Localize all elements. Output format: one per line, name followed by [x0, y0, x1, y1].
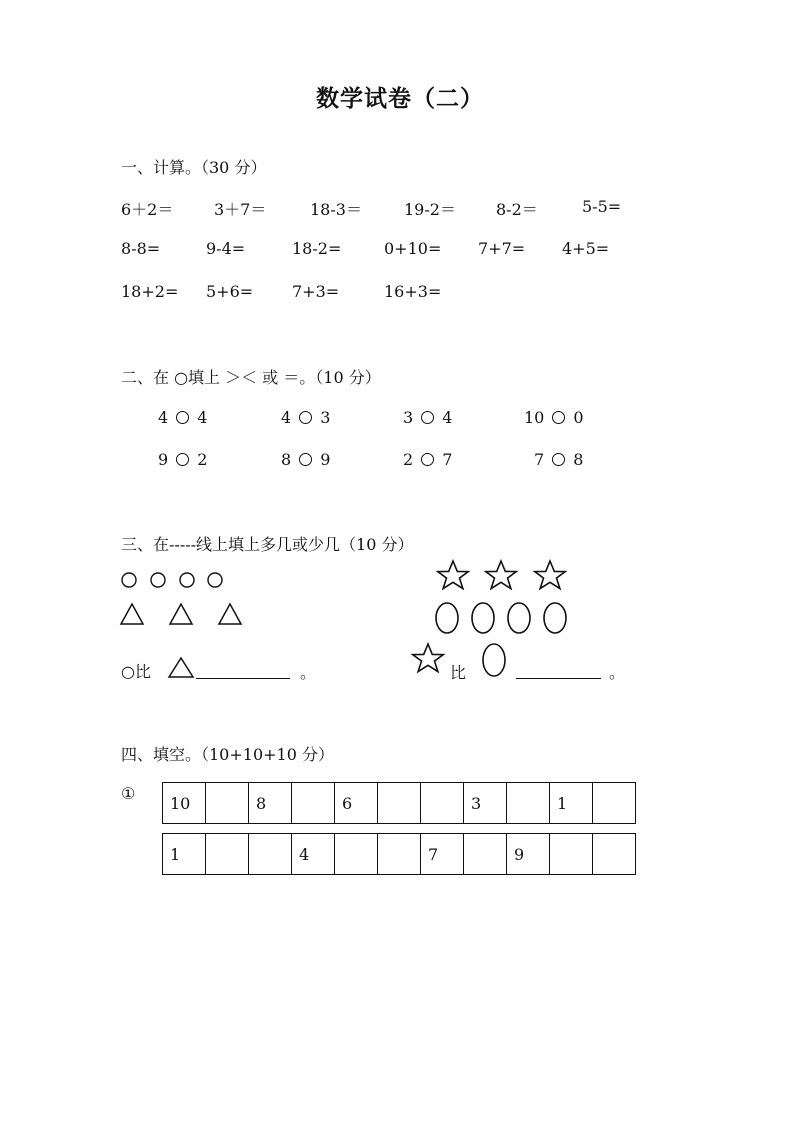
compare-right-number: 7: [442, 450, 453, 469]
right-compare-suffix: 。: [609, 663, 626, 682]
left-compare-suffix: 。: [300, 663, 317, 682]
compare-right-number: 9: [320, 450, 331, 469]
calc-item: 18-2=: [292, 239, 342, 258]
circle-icon: [208, 573, 222, 587]
calc-item: 6＋2＝: [121, 200, 174, 219]
compare-right-number: 8: [573, 450, 584, 469]
star-icon: [438, 561, 468, 589]
oval-icon: [481, 641, 509, 679]
grid-cell[interactable]: [206, 834, 249, 875]
grid-cell[interactable]: [335, 834, 378, 875]
grid-cell[interactable]: [378, 834, 421, 875]
compare-left-number: 4: [158, 408, 169, 427]
compare-left-number: 9: [158, 450, 169, 469]
answer-circle[interactable]: [176, 453, 189, 466]
grid-cell[interactable]: [593, 783, 636, 824]
number-grid-row-2: [162, 833, 636, 875]
circle-icon: [151, 573, 165, 587]
grid-cell[interactable]: [550, 834, 593, 875]
section-1-heading: 一、计算。（30 分）: [121, 158, 267, 177]
oval-icon: [472, 603, 494, 633]
compare-left-number: 10: [524, 408, 545, 427]
calc-item: 18+2=: [121, 282, 179, 301]
calc-item: 0+10=: [384, 239, 442, 258]
compare-right-number: 4: [442, 408, 453, 427]
left-shapes-figure: [118, 570, 438, 630]
answer-circle[interactable]: [421, 453, 434, 466]
compare-item: [524, 408, 584, 427]
compare-left-number: 7: [534, 450, 545, 469]
calc-item: 19-2＝: [404, 200, 456, 219]
compare-left-number: 8: [281, 450, 292, 469]
answer-blank[interactable]: [516, 659, 601, 679]
compare-item: [158, 408, 207, 427]
answer-circle[interactable]: [552, 453, 565, 466]
answer-circle[interactable]: [299, 411, 312, 424]
grid-cell[interactable]: 4: [292, 834, 335, 875]
circle-icon: [180, 573, 194, 587]
compare-right-number: 4: [197, 408, 208, 427]
grid-cell[interactable]: [507, 783, 550, 824]
calc-item: 16+3=: [384, 282, 442, 301]
grid-cell[interactable]: 9: [507, 834, 550, 875]
calc-item: 8-8=: [121, 239, 161, 258]
triangle-icon: [219, 604, 241, 624]
answer-circle[interactable]: [421, 411, 434, 424]
calc-item: 18-3＝: [310, 200, 362, 219]
compare-right-number: 0: [573, 408, 584, 427]
compare-right-number: 2: [197, 450, 208, 469]
calc-item: 5-5=: [582, 197, 622, 216]
page-title: 数学试卷（二）: [316, 85, 484, 112]
compare-item: [534, 450, 583, 469]
question-marker: ①: [121, 784, 136, 803]
compare-item: [403, 408, 452, 427]
calc-item: 9-4=: [206, 239, 246, 258]
grid-cell[interactable]: 7: [421, 834, 464, 875]
calc-item: 8-2＝: [496, 200, 538, 219]
compare-item: [158, 450, 207, 469]
oval-icon: [508, 603, 530, 633]
grid-cell[interactable]: [593, 834, 636, 875]
compare-item: [403, 450, 452, 469]
compare-left-number: 2: [403, 450, 414, 469]
star-icon: [408, 642, 448, 678]
oval-icon: [436, 603, 458, 633]
grid-cell[interactable]: 8: [249, 783, 292, 824]
triangle-icon: [121, 604, 143, 624]
star-icon: [535, 561, 565, 589]
grid-cell[interactable]: [464, 834, 507, 875]
compare-right-number: 3: [320, 408, 331, 427]
number-grid-row-1: [162, 782, 636, 824]
left-compare-prefix: ○比: [121, 662, 151, 681]
grid-cell[interactable]: 1: [163, 834, 206, 875]
section-3-heading: 三、在-----线上填上多几或少几（10 分）: [121, 535, 414, 554]
grid-cell[interactable]: [292, 783, 335, 824]
grid-cell[interactable]: 10: [163, 783, 206, 824]
compare-item: [281, 450, 330, 469]
star-icon: [486, 561, 516, 589]
answer-blank[interactable]: [196, 659, 290, 679]
grid-cell[interactable]: [206, 783, 249, 824]
right-compare-word: 比: [450, 663, 467, 682]
answer-circle[interactable]: [299, 453, 312, 466]
answer-circle[interactable]: [176, 411, 189, 424]
grid-cell[interactable]: [249, 834, 292, 875]
compare-left-number: 4: [281, 408, 292, 427]
calc-item: 4+5=: [562, 239, 610, 258]
compare-left-number: 3: [403, 408, 414, 427]
right-shapes-figure: [430, 557, 580, 637]
grid-cell[interactable]: [378, 783, 421, 824]
section-4-heading: 四、填空。（10+10+10 分）: [121, 745, 334, 764]
grid-cell[interactable]: [421, 783, 464, 824]
calc-item: 3＋7＝: [214, 200, 267, 219]
oval-icon: [544, 603, 566, 633]
compare-item: [281, 408, 330, 427]
answer-circle[interactable]: [552, 411, 565, 424]
calc-item: 7+7=: [478, 239, 526, 258]
triangle-icon: [170, 604, 192, 624]
calc-item: 7+3=: [292, 282, 340, 301]
grid-cell[interactable]: 6: [335, 783, 378, 824]
grid-cell[interactable]: 3: [464, 783, 507, 824]
circle-icon: [122, 573, 136, 587]
section-2-heading: 二、在 ○填上 ＞＜ 或 ＝。（10 分）: [121, 368, 381, 387]
calc-item: 5+6=: [206, 282, 254, 301]
triangle-icon: [166, 656, 196, 680]
grid-cell[interactable]: 1: [550, 783, 593, 824]
